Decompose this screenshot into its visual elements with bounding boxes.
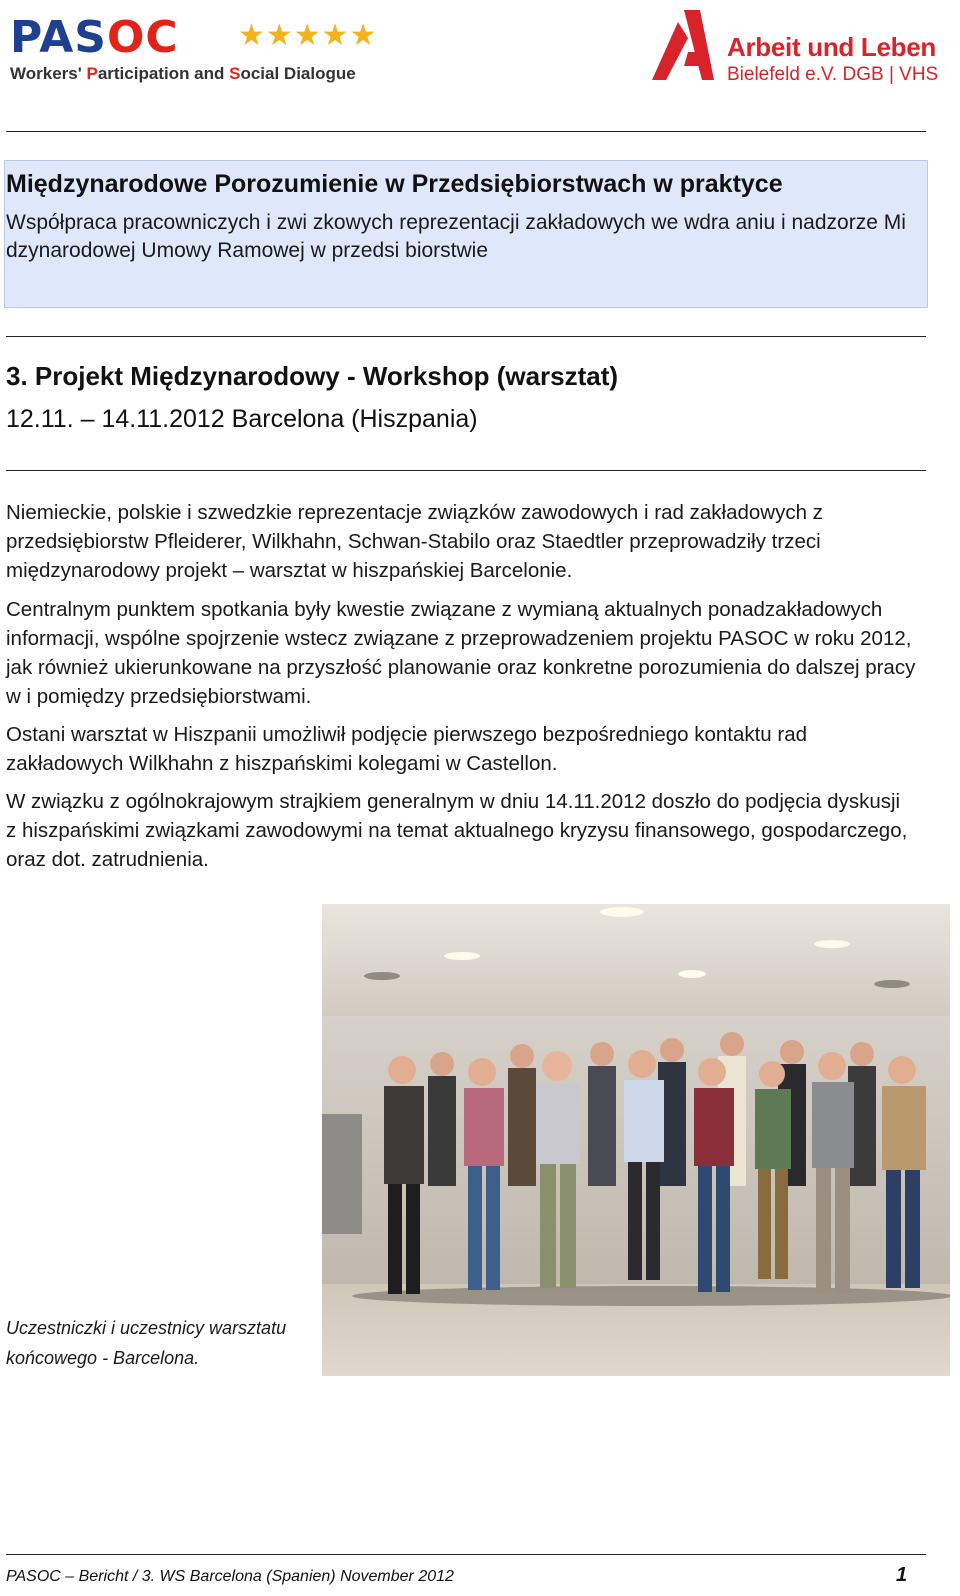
project-title: 3. Projekt Międzynarodowy - Workshop (warsztat): [6, 361, 619, 391]
photo-caption: Uczestniczki i uczestnicy warsztatu końcowego - Barcelona.: [6, 1318, 287, 1368]
aul-title: Arbeit und Leben: [727, 32, 936, 62]
arbeit-und-leben-logo: [648, 8, 938, 88]
aul-subtitle: Bielefeld e.V. DGB | VHS: [727, 64, 939, 85]
paragraph-contact: Ostani warsztat w Hiszpanii umożliwił podjęcie pierwszego bezpośredniego kontaktu rad zakładowych Wilkhahn z hiszpańskimi kolegami w Castellon.: [6, 723, 808, 775]
page-number: 1: [896, 1564, 908, 1586]
pasoc-wordmark: PASOC: [10, 12, 179, 63]
header-divider: [6, 131, 926, 132]
footer-text: PASOC – Bericht / 3. WS Barcelona (Spanien) November 2012: [6, 1568, 454, 1585]
group-photo-image: [322, 904, 950, 1376]
paragraph-strike: W związku z ogólnokrajowym strajkiem generalnym w dniu 14.11.2012 doszło do podjęcia dyskusji z hiszpańskimi związkami zawodowymi na temat aktualnego kryzysu finansowego, gospodarczego, oraz dot. zatrudnienia.: [6, 790, 908, 871]
group-photo: [322, 904, 950, 1376]
project-date: 12.11. – 14.11.2012 Barcelona (Hiszpania): [6, 405, 478, 433]
paragraph-intro: Niemieckie, polskie i szwedzkie reprezentacje związków zawodowych i rad zakładowych z przedsiębiorstw Pfleiderer, Wilkhahn, Schwan-Stabilo oraz Staedtler przeprowadziły trzeci międzynarodowy projekt – warsztat w hiszpańskiej Barcelonie.: [6, 501, 823, 582]
topic-subtitle: Współpraca pracowniczych i zwi zkowych reprezentacji zakładowych we wdra aniu i nadzorze Mi dzynarodowej Umowy Ramowej w przedsi biorstwie: [6, 211, 906, 262]
footer-divider: [6, 1554, 926, 1555]
pasoc-tagline: Workers' Participation and Social Dialogue: [10, 64, 356, 83]
project-divider: [6, 470, 926, 471]
topic-title: Międzynarodowe Porozumienie w Przedsiębiorstwach w praktyce: [6, 170, 783, 198]
topic-divider: [6, 336, 926, 337]
pasoc-logo: [10, 14, 410, 94]
aul-mark-icon: [648, 8, 720, 80]
stars-icon: ★★★★★: [238, 19, 378, 52]
paragraph-focus: Centralnym punktem spotkania były kwestie związane z wymianą aktualnych ponadzakładowych informacji, wspólne spojrzenie wstecz związane z przeprowadzeniem projektu PASOC w roku 2012, jak również ukierunkowane na przyszłość planowanie oraz konkretne porozumienia do dalszej pracy w i pomiędzy przedsiębiorstwami.: [6, 598, 916, 708]
